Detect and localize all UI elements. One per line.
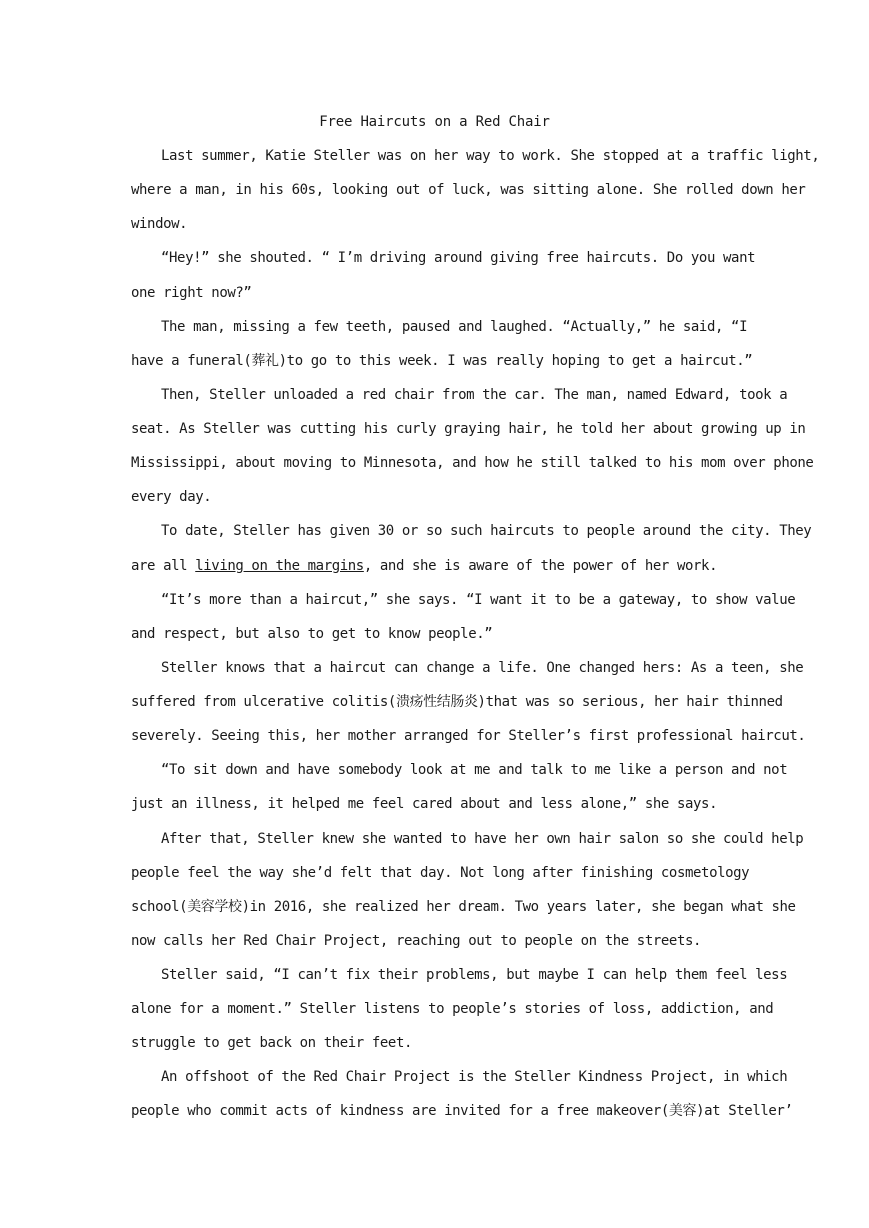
paragraph-line: alone for a moment.” Steller listens to people’s stories of loss, addiction, and xyxy=(131,1001,774,1017)
paragraph-line: people feel the way she’d felt that day. Not long after finishing cosmetology xyxy=(131,865,750,881)
article-title: Free Haircuts on a Red Chair xyxy=(319,114,550,130)
paragraph-line: one right now?” xyxy=(131,285,252,301)
paragraph-line: An offshoot of the Red Chair Project is the Steller Kindness Project, in which xyxy=(161,1069,788,1085)
paragraph-line: Mississippi, about moving to Minnesota, and how he still talked to his mom over phone xyxy=(131,455,814,471)
paragraph-line: people who commit acts of kindness are invited for a free makeover(美容)at Steller’ xyxy=(131,1103,793,1119)
paragraph-line: have a funeral(葬礼)to go to this week. I was really hoping to get a haircut.” xyxy=(131,353,753,369)
paragraph-line: After that, Steller knew she wanted to have her own hair salon so she could help xyxy=(161,831,804,847)
paragraph-line: every day. xyxy=(131,489,212,505)
underlined-phrase: living on the margins xyxy=(195,558,364,574)
paragraph-line: just an illness, it helped me feel cared about and less alone,” she says. xyxy=(131,796,718,812)
paragraph-line: Steller knows that a haircut can change a life. One changed hers: As a teen, she xyxy=(161,660,804,676)
line-text: are all xyxy=(131,558,196,574)
paragraph-line: and respect, but also to get to know people.” xyxy=(131,626,493,642)
paragraph-line: severely. Seeing this, her mother arranged for Steller’s first professional haircut. xyxy=(131,728,806,744)
paragraph-line: “It’s more than a haircut,” she says. “I want it to be a gateway, to show value xyxy=(161,592,796,608)
paragraph-line: The man, missing a few teeth, paused and laughed. “Actually,” he said, “I xyxy=(161,319,748,335)
paragraph-line: Steller said, “I can’t fix their problems, but maybe I can help them feel less xyxy=(161,967,788,983)
paragraph-line: To date, Steller has given 30 or so such haircuts to people around the city. They xyxy=(161,523,812,539)
paragraph-line: “Hey!” she shouted. “ I’m driving around giving free haircuts. Do you want xyxy=(161,250,756,266)
line-text: , and she is aware of the power of her work. xyxy=(363,558,718,574)
paragraph-line: Last summer, Katie Steller was on her way to work. She stopped at a traffic light, xyxy=(161,148,820,164)
paragraph-line: now calls her Red Chair Project, reaching out to people on the streets. xyxy=(131,933,702,949)
paragraph-line: “To sit down and have somebody look at me and talk to me like a person and not xyxy=(161,762,788,778)
paragraph-line: where a man, in his 60s, looking out of luck, was sitting alone. She rolled down her xyxy=(131,182,806,198)
paragraph-line: window. xyxy=(131,216,188,232)
paragraph-line: school(美容学校)in 2016, she realized her dream. Two years later, she began what she xyxy=(131,899,796,915)
paragraph-line xyxy=(131,557,737,575)
paragraph-line: suffered from ulcerative colitis(溃疡性结肠炎)that was so serious, her hair thinned xyxy=(131,694,783,710)
paragraph-line: Then, Steller unloaded a red chair from the car. The man, named Edward, took a xyxy=(161,387,788,403)
paragraph-line: seat. As Steller was cutting his curly graying hair, he told her about growing up in xyxy=(131,421,806,437)
paragraph-line: struggle to get back on their feet. xyxy=(131,1035,413,1051)
